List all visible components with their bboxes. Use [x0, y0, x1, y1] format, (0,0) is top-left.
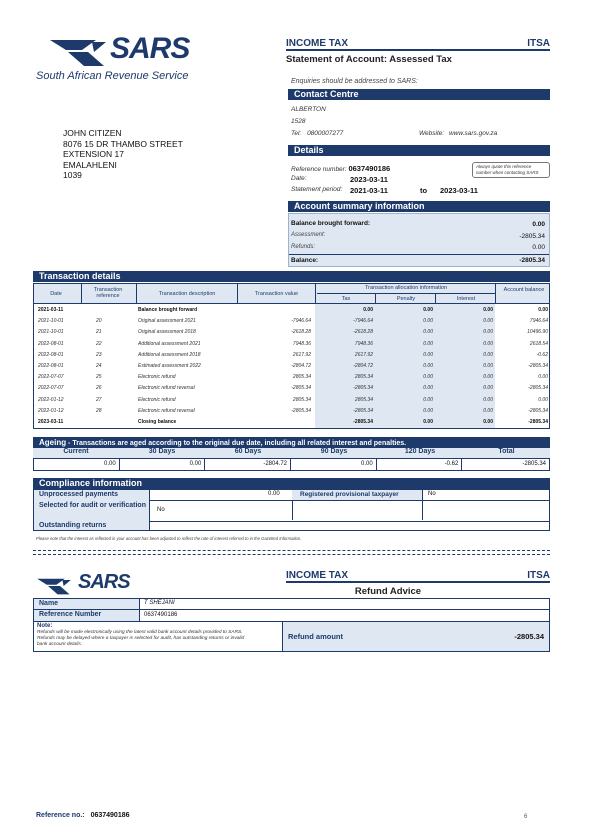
refund-name-value: T SHEJANI	[144, 600, 175, 606]
page-number: 6	[524, 814, 528, 820]
table-cell-date: 2022-08-01	[38, 363, 64, 369]
table-cell-value: -2804.72	[291, 363, 311, 369]
table-cell-ref: 20	[96, 318, 102, 325]
table-row	[34, 407, 549, 418]
contact-city: ALBERTON	[291, 106, 326, 113]
period-from: 2021-03-11	[350, 186, 388, 195]
table-cell-date: 2021-10-01	[38, 318, 64, 325]
table-cell-balance: 0.00	[538, 374, 548, 381]
table-cell-balance: -0.62	[536, 351, 548, 358]
col-interest-header: Interest	[456, 296, 476, 302]
table-cell-penalty: 0.00	[423, 385, 433, 392]
table-cell-desc: Closing balance	[138, 419, 177, 425]
table-cell-interest: 0.00	[483, 374, 493, 381]
table-cell-desc: Additional assessment 2021	[138, 340, 201, 347]
table-cell-tax: -2805.34	[353, 419, 373, 425]
table-cell-penalty: 0.00	[423, 318, 433, 325]
table-cell-penalty: 0.00	[423, 351, 433, 358]
ageing-120: -0.62	[377, 459, 463, 470]
table-cell-ref: 23	[96, 351, 102, 358]
table-cell-penalty: 0.00	[423, 329, 433, 336]
table-cell-desc: Original assessment 2018	[138, 329, 196, 336]
table-row	[34, 384, 549, 395]
table-cell-interest: 0.00	[483, 396, 493, 403]
table-cell-date: 2022-08-01	[38, 340, 64, 347]
table-cell-tax: -2805.34	[353, 407, 373, 414]
ageing-col-90: 90 Days	[320, 448, 348, 455]
addressee-line: 8076 15 DR THAMBO STREET	[63, 138, 183, 149]
outstanding-label: Outstanding returns	[39, 522, 107, 529]
balance-value: -2805.34	[519, 257, 545, 264]
brought-forward-value: 0.00	[532, 221, 545, 228]
table-cell-desc: Additional assessment 2018	[138, 351, 201, 358]
col-tax-header: Tax	[341, 296, 351, 302]
table-cell-desc: Electronic refund	[138, 396, 176, 403]
table-row	[34, 418, 549, 429]
table-cell-penalty: 0.00	[423, 419, 433, 425]
refund-name-label: Name	[39, 600, 59, 607]
ageing-heading-bold: Ageing	[39, 438, 67, 447]
table-cell-balance: -2805.34	[528, 419, 548, 425]
col-balance-header: Account balance	[503, 287, 545, 293]
table-cell-desc: Electronic refund	[138, 374, 176, 381]
refund-amount-label: Refund amount	[288, 632, 343, 641]
header-title: INCOME TAX	[286, 38, 349, 49]
ageing-current: 0.00	[34, 459, 120, 470]
table-cell-interest: 0.00	[483, 385, 493, 392]
footer-reference	[36, 812, 130, 819]
footer-ref-label: Reference no.:	[36, 812, 85, 819]
table-cell-date: 2022-01-12	[38, 396, 64, 403]
table-cell-interest: 0.00	[483, 363, 493, 369]
ageing-heading-rest: - Transactions are aged according to the original due date, including all related interest and penalties.	[66, 440, 407, 447]
table-cell-date: 2022-07-07	[38, 385, 64, 392]
table-cell-tax: 2617.92	[354, 351, 373, 358]
ageing-total: -2805.34	[522, 461, 547, 467]
quote-reference-note: Always quote this reference number when contacting SARS	[472, 162, 550, 178]
table-cell-ref: 27	[96, 396, 102, 403]
addressee-block	[63, 128, 183, 181]
assessment-label: Assessment:	[291, 232, 326, 238]
table-cell-ref: 28	[96, 407, 102, 414]
audit-label: Selected for audit or verification	[39, 502, 146, 509]
contact-centre-heading: Contact Centre	[288, 89, 550, 100]
table-cell-penalty: 0.00	[423, 363, 433, 369]
addressee-line: EXTENSION 17	[63, 149, 124, 159]
table-cell-balance: 2618.54	[529, 340, 548, 347]
table-cell-balance: -2805.34	[528, 407, 548, 414]
refunds-label: Refunds:	[291, 244, 316, 250]
ageing-col-current: Current	[63, 448, 89, 455]
refund-header	[286, 570, 550, 597]
table-cell-balance: 10496.90	[527, 329, 548, 336]
refund-title: INCOME TAX	[286, 570, 349, 581]
statement-header	[286, 38, 550, 65]
provisional-value: No	[428, 491, 436, 497]
table-cell-value: -2805.34	[291, 385, 311, 392]
table-cell-value: 7948.36	[292, 340, 311, 347]
table-cell-tax: 2805.34	[354, 396, 373, 403]
table-cell-value: -7946.64	[291, 318, 311, 325]
sars-logo-text: SARS	[110, 32, 190, 65]
transaction-table-body	[33, 304, 550, 429]
audit-value: No	[157, 507, 165, 513]
refund-subtitle: Refund Advice	[354, 586, 422, 597]
period-label: Statement period:	[291, 186, 343, 193]
table-row	[34, 396, 549, 407]
transaction-details-heading: Transaction details	[33, 271, 550, 282]
table-cell-desc: Electronic refund reversal	[138, 407, 195, 414]
table-cell-tax: 7948.36	[354, 340, 373, 347]
ageing-value-row	[33, 458, 550, 471]
details-heading: Details	[288, 145, 550, 156]
table-cell-value: -2805.34	[291, 407, 311, 414]
table-cell-interest: 0.00	[483, 407, 493, 414]
footer-ref-value: 0637490186	[90, 812, 130, 819]
table-row	[34, 340, 549, 351]
col-date-header: Date	[50, 291, 62, 297]
period-to: 2023-03-11	[440, 186, 478, 195]
table-cell-ref: 26	[96, 385, 102, 392]
sars-tagline: South African Revenue Service	[36, 70, 189, 82]
ageing-90: 0.00	[291, 459, 377, 470]
table-row	[34, 328, 549, 339]
assessment-value: -2805.34	[519, 233, 545, 240]
refund-amount-value: -2805.34	[514, 632, 544, 641]
table-cell-date: 2022-08-01	[38, 351, 64, 358]
refund-code: ITSA	[527, 570, 550, 581]
ageing-col-total: Total	[498, 448, 515, 455]
compliance-table	[33, 489, 550, 531]
header-subtitle: Statement of Account: Assessed Tax	[286, 54, 452, 65]
table-cell-date: 2023-03-11	[38, 419, 64, 425]
table-cell-balance: -2805.34	[528, 363, 548, 369]
table-cell-desc: Electronic refund reversal	[138, 385, 195, 392]
period-to-label: to	[420, 186, 428, 195]
balance-label: Balance:	[291, 257, 319, 264]
addressee-line: 1039	[63, 170, 82, 180]
table-cell-tax: -2805.34	[353, 385, 373, 392]
col-value-header: Transaction value	[254, 291, 299, 297]
contact-postcode: 1528	[291, 118, 306, 125]
table-cell-tax: 0.00	[363, 307, 373, 313]
ageing-60: -2804.72	[205, 459, 291, 470]
refund-table	[33, 598, 550, 652]
account-summary-heading: Account summary information	[288, 201, 550, 212]
account-summary-box	[288, 213, 550, 267]
ageing-col-120: 120 Days	[404, 448, 436, 455]
ageing-heading	[33, 437, 550, 448]
table-row	[34, 306, 549, 317]
table-cell-value: 2805.34	[292, 396, 311, 403]
reference-number: 0637490186	[348, 164, 391, 173]
table-cell-tax: 2805.34	[354, 374, 373, 381]
table-row	[34, 317, 549, 328]
table-cell-interest: 0.00	[483, 340, 493, 347]
contact-tel	[291, 130, 343, 137]
table-cell-balance: -2805.34	[528, 385, 548, 392]
ageing-header-row	[33, 448, 550, 458]
table-cell-date: 2021-03-11	[38, 307, 64, 313]
col-ref-header: Transaction reference	[93, 287, 123, 299]
sars-logo-mark-icon	[36, 576, 84, 596]
table-cell-ref: 24	[96, 363, 102, 369]
header-code: ITSA	[527, 38, 550, 49]
col-desc-header: Transaction description	[158, 291, 216, 297]
table-cell-value: 2617.92	[292, 351, 311, 358]
table-row	[34, 373, 549, 384]
transaction-table-header	[33, 283, 550, 304]
table-cell-balance: 7946.64	[529, 318, 548, 325]
sars-logo	[40, 34, 210, 70]
table-cell-penalty: 0.00	[423, 307, 433, 313]
reference-label: Reference number:	[291, 166, 347, 173]
reference-row	[291, 164, 390, 173]
refund-logo-text: SARS	[78, 571, 130, 593]
table-cell-ref: 21	[96, 329, 102, 336]
table-cell-interest: 0.00	[483, 419, 493, 425]
ageing-col-30: 30 Days	[148, 448, 176, 455]
table-cell-ref: 22	[96, 340, 102, 347]
compliance-footnote: Please note that the interest as reflected in your account has been adjusted to reflect the rate of interest referred to in the Gazetted Information.	[36, 536, 302, 541]
tel-label: Tel:	[291, 130, 302, 137]
table-cell-interest: 0.00	[483, 318, 493, 325]
table-cell-interest: 0.00	[483, 329, 493, 336]
ageing-30: 0.00	[120, 459, 206, 470]
table-cell-desc: Estimated assessment 2022	[138, 363, 201, 369]
refund-note-text: Refunds will be made electronically using the latest valid bank account details provided to SARS. Refunds may be delayed where a taxpayer is selected for audit, has outstanding returns or invalid bank account details.	[37, 630, 245, 648]
table-cell-penalty: 0.00	[423, 374, 433, 381]
refund-note-label: Note:	[37, 623, 53, 629]
table-row	[34, 362, 549, 373]
compliance-heading: Compliance information	[33, 478, 550, 489]
col-penalty-header: Penalty	[396, 296, 416, 302]
table-cell-value: -2618.28	[291, 329, 311, 336]
table-cell-interest: 0.00	[483, 351, 493, 358]
table-cell-interest: 0.00	[483, 307, 493, 313]
website-label: Website:	[419, 130, 445, 137]
statement-date: 2023-03-11	[350, 175, 388, 184]
table-row	[34, 351, 549, 362]
unprocessed-value: 0.00	[268, 491, 280, 497]
table-cell-tax: -2618.28	[353, 329, 373, 336]
ageing-col-60: 60 Days	[234, 448, 262, 455]
provisional-label: Registered provisional taxpayer	[300, 491, 399, 498]
table-cell-desc: Original assessment 2021	[138, 318, 196, 325]
refund-sars-logo	[36, 571, 136, 598]
table-cell-desc: Balance brought forward	[138, 307, 198, 313]
table-cell-date: 2022-07-07	[38, 374, 64, 381]
table-cell-tax: -7946.64	[353, 318, 373, 325]
table-cell-penalty: 0.00	[423, 340, 433, 347]
col-alloc-header: Transaction allocation information	[364, 285, 448, 291]
refund-ref-value: 0637490186	[144, 612, 178, 618]
table-cell-tax: -2804.72	[353, 363, 373, 369]
table-cell-balance: 0.00	[538, 307, 548, 313]
table-cell-balance: 0.00	[538, 396, 548, 403]
enquiries-text: Enquiries should be addressed to SARS:	[291, 78, 418, 85]
addressee-line: EMALAHLENI	[63, 159, 117, 170]
table-cell-ref: 25	[96, 374, 102, 381]
tear-off-line	[33, 550, 550, 551]
unprocessed-label: Unprocessed payments	[39, 491, 118, 498]
tel-number: 0800007277	[307, 130, 344, 137]
date-label: Date:	[291, 175, 307, 182]
refund-ref-label: Reference Number	[39, 611, 102, 618]
website-url[interactable]: www.sars.gov.za	[448, 130, 498, 137]
brought-forward-label: Balance brought forward:	[291, 220, 371, 227]
table-cell-date: 2021-10-01	[38, 329, 64, 336]
refunds-value: 0.00	[532, 244, 545, 251]
table-cell-date: 2022-01-12	[38, 407, 64, 414]
contact-website	[419, 130, 497, 137]
addressee-line: JOHN CITIZEN	[63, 128, 122, 138]
table-cell-value: 2805.34	[292, 374, 311, 381]
table-cell-penalty: 0.00	[423, 407, 433, 414]
table-cell-penalty: 0.00	[423, 396, 433, 403]
